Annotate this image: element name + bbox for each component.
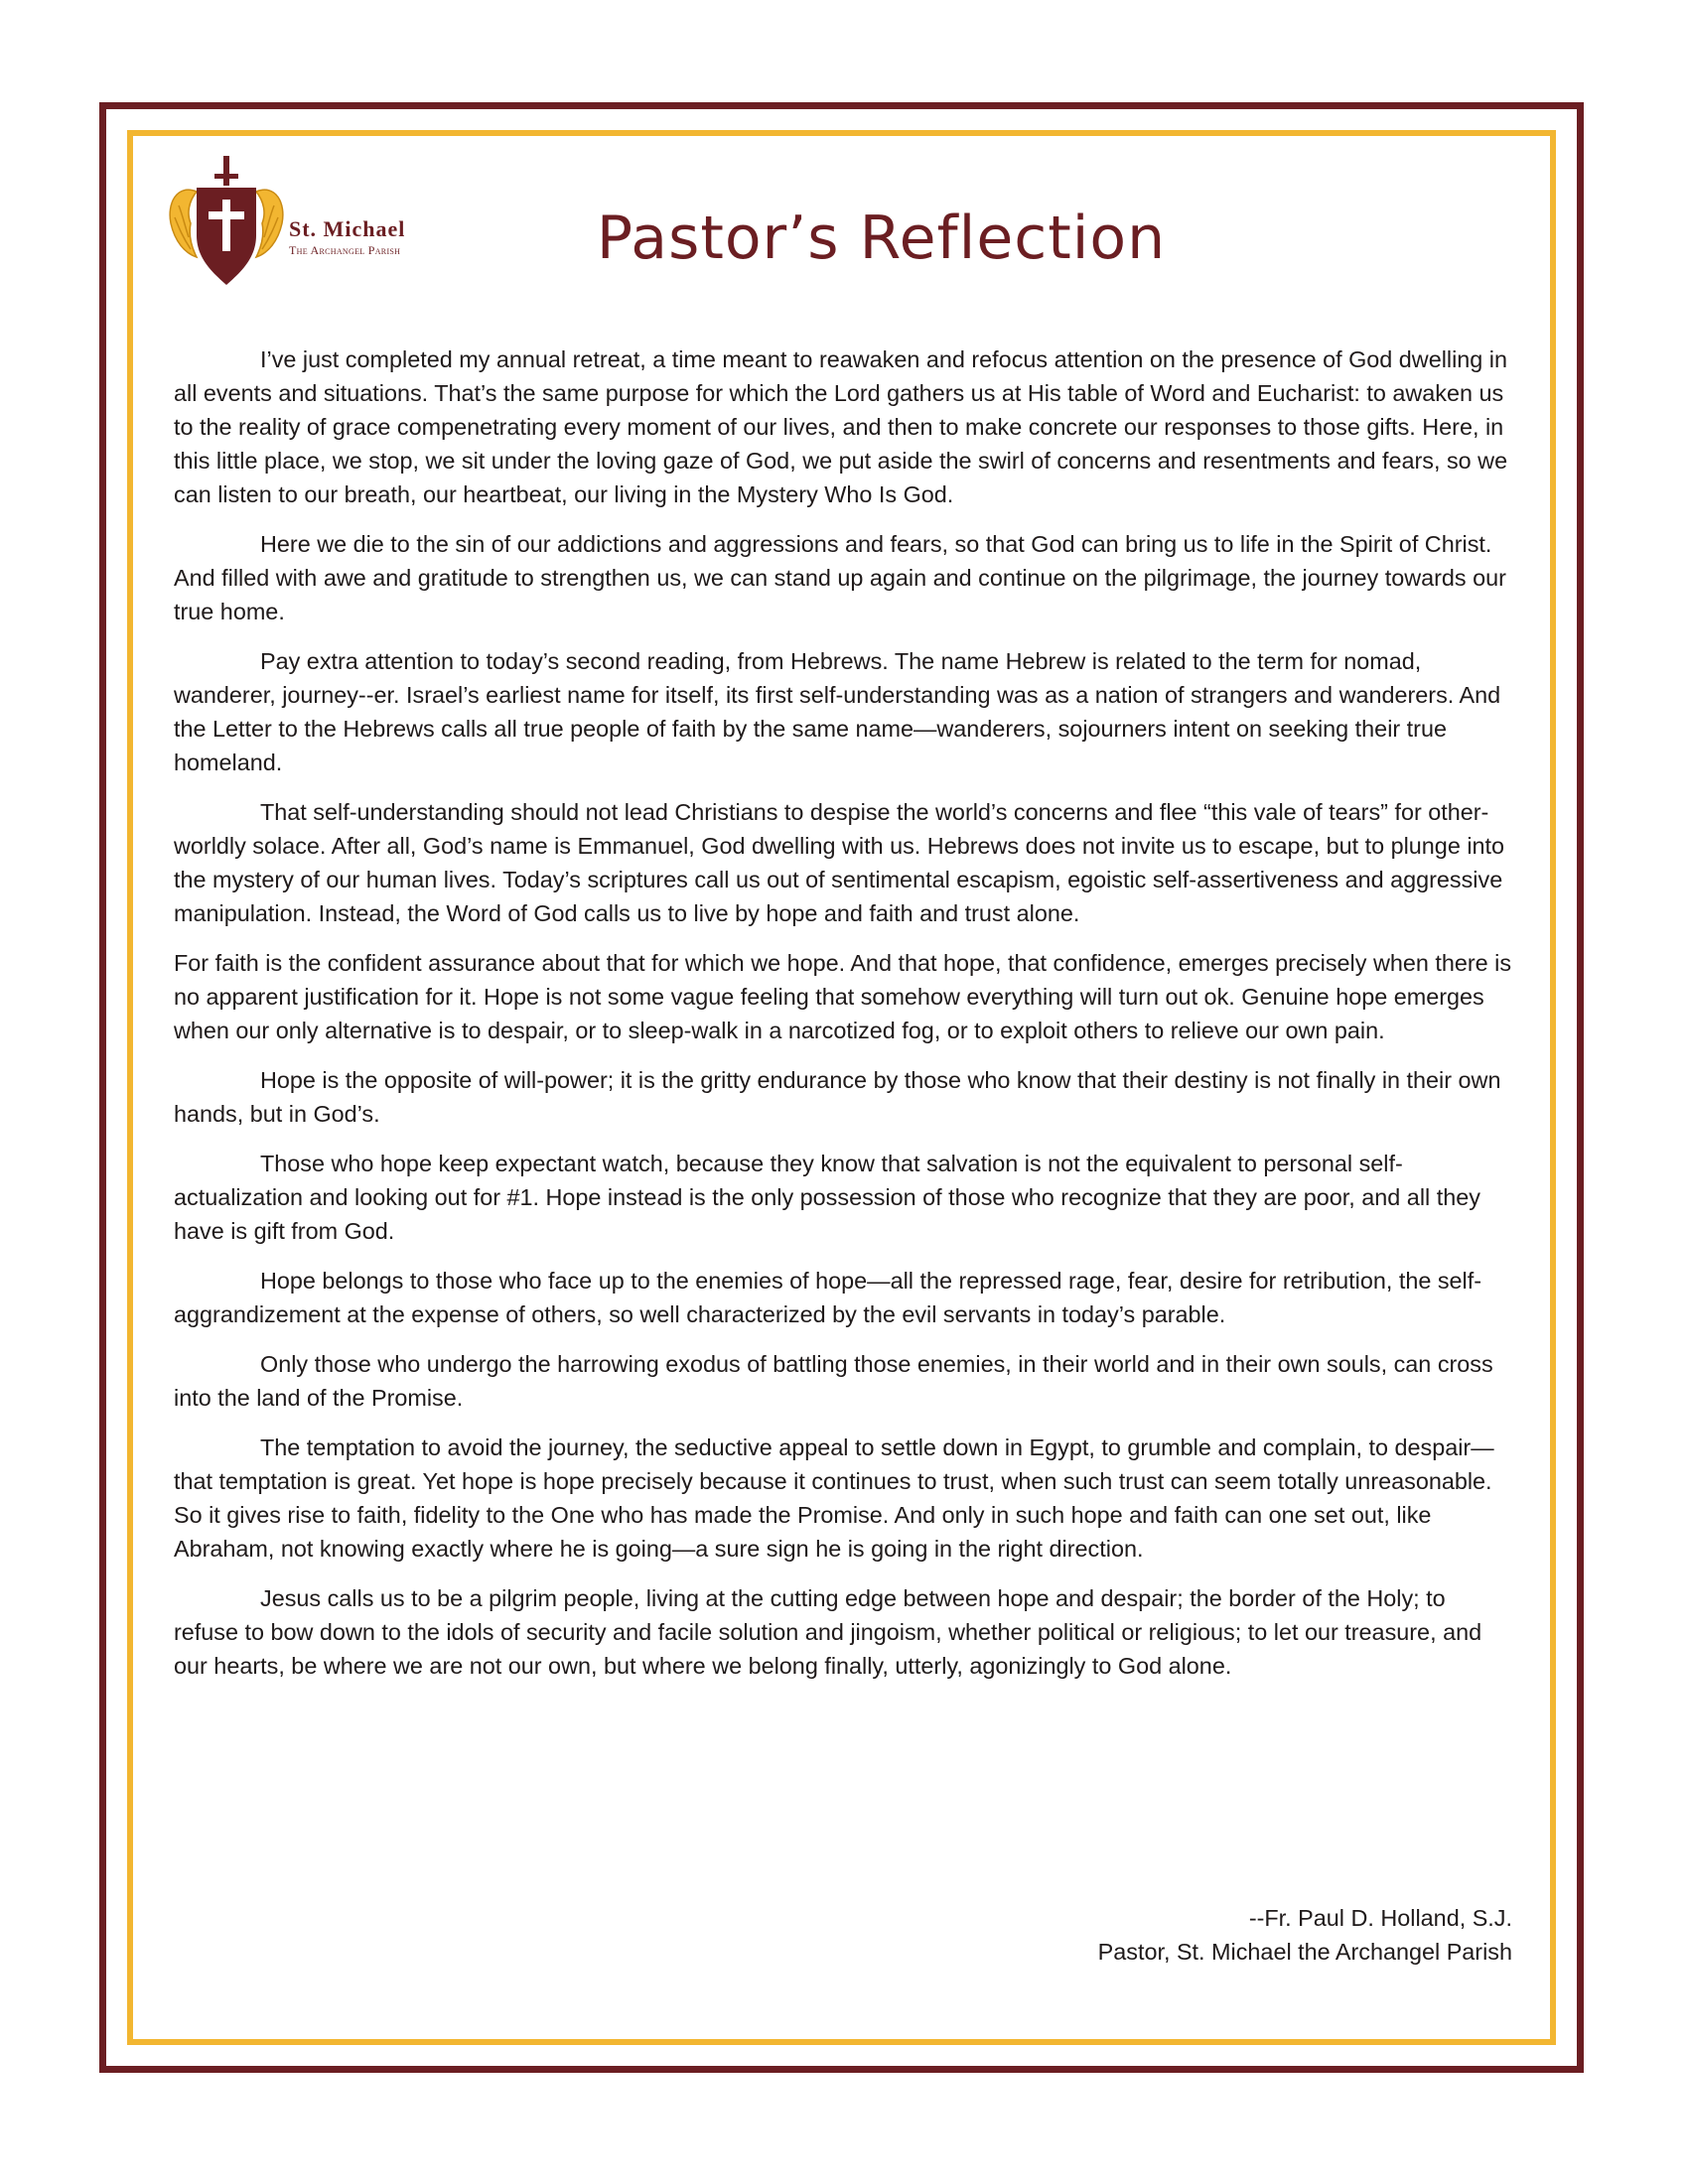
- paragraph: The temptation to avoid the journey, the seductive appeal to settle down in Egypt, to grumble and complain, to despair—that temptation is great. Yet hope is hope precisely because it continues to trust, when such trust can seem totally unreasonable. So it gives rise to faith, fidelity to the One who has made the Promise. And only in such hope and faith can one set out, like Abraham, not knowing exactly where he is going—a sure sign he is going in the right direction.: [174, 1434, 1494, 1562]
- paragraph: Here we die to the sin of our addictions and aggressions and fears, so that God can bring us to life in the Spirit of Christ. And filled with awe and gratitude to strengthen us, we can stand up again and continue on the pilgrimage, the journey towards our true home.: [174, 531, 1506, 624]
- paragraph: Those who hope keep expectant watch, because they know that salvation is not the equivalent to personal self-actualization and looking out for #1. Hope instead is the only possession of those who recognize that they are poor, and all they have is gift from God.: [174, 1151, 1480, 1244]
- signature-block: [1098, 1901, 1512, 1969]
- paragraph: I’ve just completed my annual retreat, a time meant to reawaken and refocus attention on the presence of God dwelling in all events and situations. That’s the same purpose for which the Lord gathers us at His table of Word and Eucharist: to awaken us to the reality of grace compenetrating every moment of our lives, and then to make concrete our responses to those gifts. Here, in this little place, we stop, we sit under the loving gaze of God, we put aside the swirl of concerns and resentments and fears, so we can listen to our breath, our heartbeat, our living in the Mystery Who Is God.: [174, 346, 1508, 507]
- reflection-body: [174, 342, 1514, 1699]
- paragraph: Hope belongs to those who face up to the enemies of hope—all the repressed rage, fear, desire for retribution, the self-aggrandizement at the expense of others, so well characterized by the evil servants in today’s parable.: [174, 1268, 1482, 1327]
- signature-title: Pastor, St. Michael the Archangel Parish: [1097, 1939, 1512, 1965]
- paragraph: Pay extra attention to today’s second reading, from Hebrews. The name Hebrew is related to the term for nomad, wanderer, journey--er. Israel’s earliest name for itself, its first self-understanding was as a nation of strangers and wanderers. And the Letter to the Hebrews calls all true people of faith by the same name—wanderers, sojourners intent on seeking their true homeland.: [174, 648, 1501, 775]
- page-title: Pastor’s Reflection: [596, 204, 1167, 273]
- paragraph: That self-understanding should not lead Christians to despise the world’s concerns and flee “this vale of tears” for other-worldly solace. After all, God’s name is Emmanuel, God dwelling with us. Hebrews does not invite us to escape, but to plunge into the mystery of our human lives. Today’s scriptures call us out of sentimental escapism, egoistic self-assertiveness and aggressive manipulation. Instead, the Word of God calls us to live by hope and faith and trust alone.: [174, 799, 1505, 926]
- signature-name: --Fr. Paul D. Holland, S.J.: [1248, 1905, 1512, 1931]
- parish-subtitle: The Archangel Parish: [289, 243, 401, 257]
- paragraph: Jesus calls us to be a pilgrim people, living at the cutting edge between hope and despair; the border of the Holy; to refuse to bow down to the idols of security and facile solution and jingoism, whether political or religious; to let our treasure, and our hearts, be where we are not our own, but where we belong finally, utterly, agonizingly to God alone.: [174, 1585, 1482, 1679]
- paragraph: Hope is the opposite of will-power; it is the gritty endurance by those who know that their destiny is not finally in their own hands, but in God’s.: [174, 1067, 1501, 1127]
- paragraph: For faith is the confident assurance about that for which we hope. And that hope, that confidence, emerges precisely when there is no apparent justification for it. Hope is not some vague feeling that somehow everything will turn out ok. Genuine hope emerges when our only alternative is to despair, or to sleep-walk in a narcotized fog, or to exploit others to relieve our own pain.: [174, 950, 1512, 1043]
- paragraph: Only those who undergo the harrowing exodus of battling those enemies, in their world and in their own souls, can cross into the land of the Promise.: [174, 1351, 1493, 1411]
- parish-name: St. Michael: [289, 216, 406, 241]
